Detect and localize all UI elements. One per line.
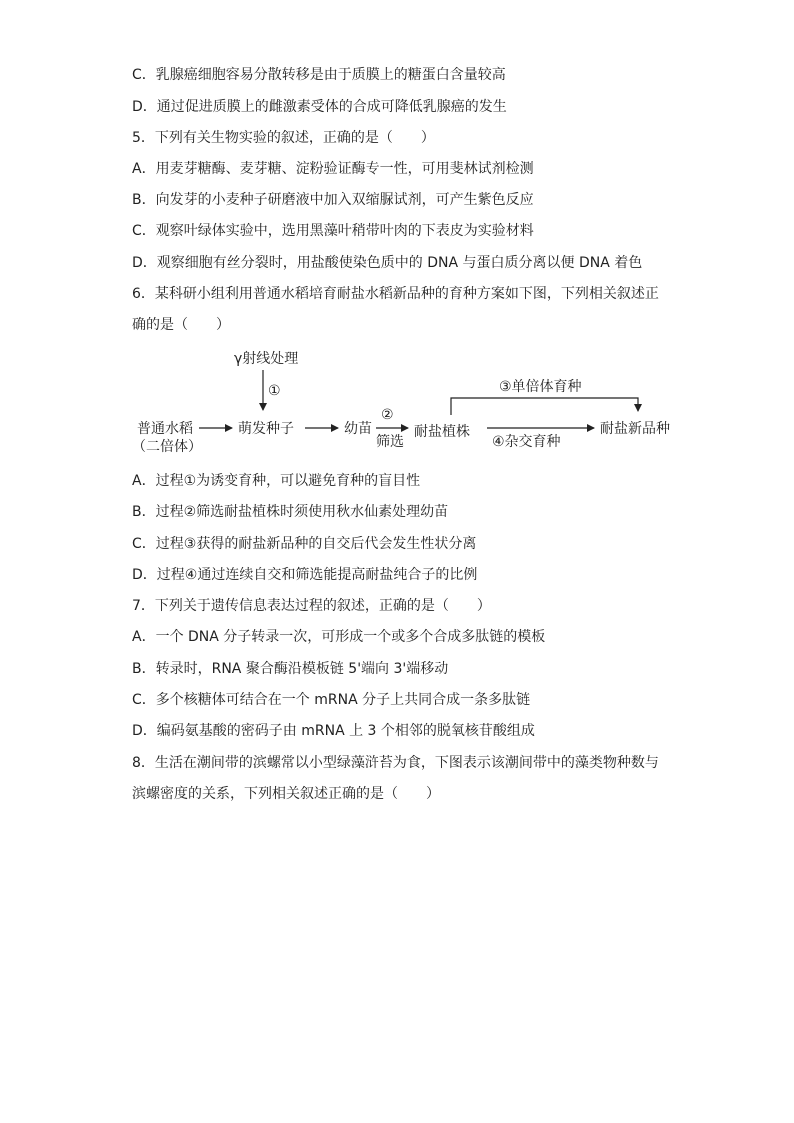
seedling-label: 幼苗	[344, 421, 372, 437]
option-5d-prev: D．通过促进质膜上的雌激素受体的合成可降低乳腺癌的发生	[132, 99, 507, 115]
question-6-stem-line1: 6．某科研小组利用普通水稻培育耐盐水稻新品种的育种方案如下图，下列相关叙述正	[132, 286, 659, 302]
screening-label: 筛选	[376, 434, 404, 450]
question-5-option-c: C．观察叶绿体实验中，选用黑藻叶稍带叶肉的下表皮为实验材料	[132, 223, 534, 239]
question-8-stem-line2: 滨螺密度的关系，下列相关叙述正确的是（ ）	[132, 786, 440, 802]
rice-label: 普通水稻	[137, 421, 193, 437]
step-2-label: ②	[381, 407, 394, 423]
hybrid-breeding-label: ④杂交育种	[492, 434, 561, 450]
haploid-breeding-label: ③单倍体育种	[499, 379, 582, 395]
step-1-label: ①	[268, 383, 281, 399]
question-5-option-b: B．向发芽的小麦种子研磨液中加入双缩脲试剂，可产生紫色反应	[132, 192, 534, 208]
question-7-option-c: C．多个核糖体可结合在一个 mRNA 分子上共同合成一条多肽链	[132, 692, 531, 708]
question-8-stem-line1: 8．生活在潮间带的滨螺常以小型绿藻浒苔为食，下图表示该潮间带中的藻类物种数与	[132, 755, 659, 771]
question-7-option-a: A．一个 DNA 分子转录一次，可形成一个或多个合成多肽链的模板	[132, 629, 546, 645]
question-6-option-a: A．过程①为诱变育种，可以避免育种的盲目性	[132, 473, 421, 489]
option-5c-prev: C．乳腺癌细胞容易分散转移是由于质膜上的糖蛋白含量较高	[132, 67, 506, 83]
diploid-label: （二倍体）	[132, 439, 202, 455]
question-5-stem: 5．下列有关生物实验的叙述，正确的是（ ）	[132, 130, 435, 146]
question-6-option-b: B．过程②筛选耐盐植株时须使用秋水仙素处理幼苗	[132, 504, 449, 520]
question-6-stem-line2: 确的是（ ）	[132, 317, 230, 333]
new-variety-label: 耐盐新品种	[600, 421, 670, 437]
question-7-option-b: B．转录时，RNA 聚合酶沿模板链 5'端向 3'端移动	[132, 661, 449, 677]
question-5-option-d: D．观察细胞有丝分裂时，用盐酸使染色质中的 DNA 与蛋白质分离以便 DNA 着色	[132, 255, 643, 271]
salt-tolerant-plant-label: 耐盐植株	[414, 424, 470, 440]
question-5-option-a: A．用麦芽糖酶、麦芽糖、淀粉验证酶专一性，可用斐林试剂检测	[132, 161, 534, 177]
question-7-stem: 7．下列关于遗传信息表达过程的叙述，正确的是（ ）	[132, 598, 491, 614]
question-7-option-d: D．编码氨基酸的密码子由 mRNA 上 3 个相邻的脱氧核苷酸组成	[132, 723, 535, 739]
arrow-haploid-breeding	[451, 398, 638, 415]
gamma-ray-label: γ射线处理	[234, 351, 299, 367]
germinating-seed-label: 萌发种子	[238, 421, 294, 437]
question-6-option-c: C．过程③获得的耐盐新品种的自交后代会发生性状分离	[132, 536, 477, 552]
question-6-option-d: D．过程④通过连续自交和筛选能提高耐盐纯合子的比例	[132, 567, 478, 583]
